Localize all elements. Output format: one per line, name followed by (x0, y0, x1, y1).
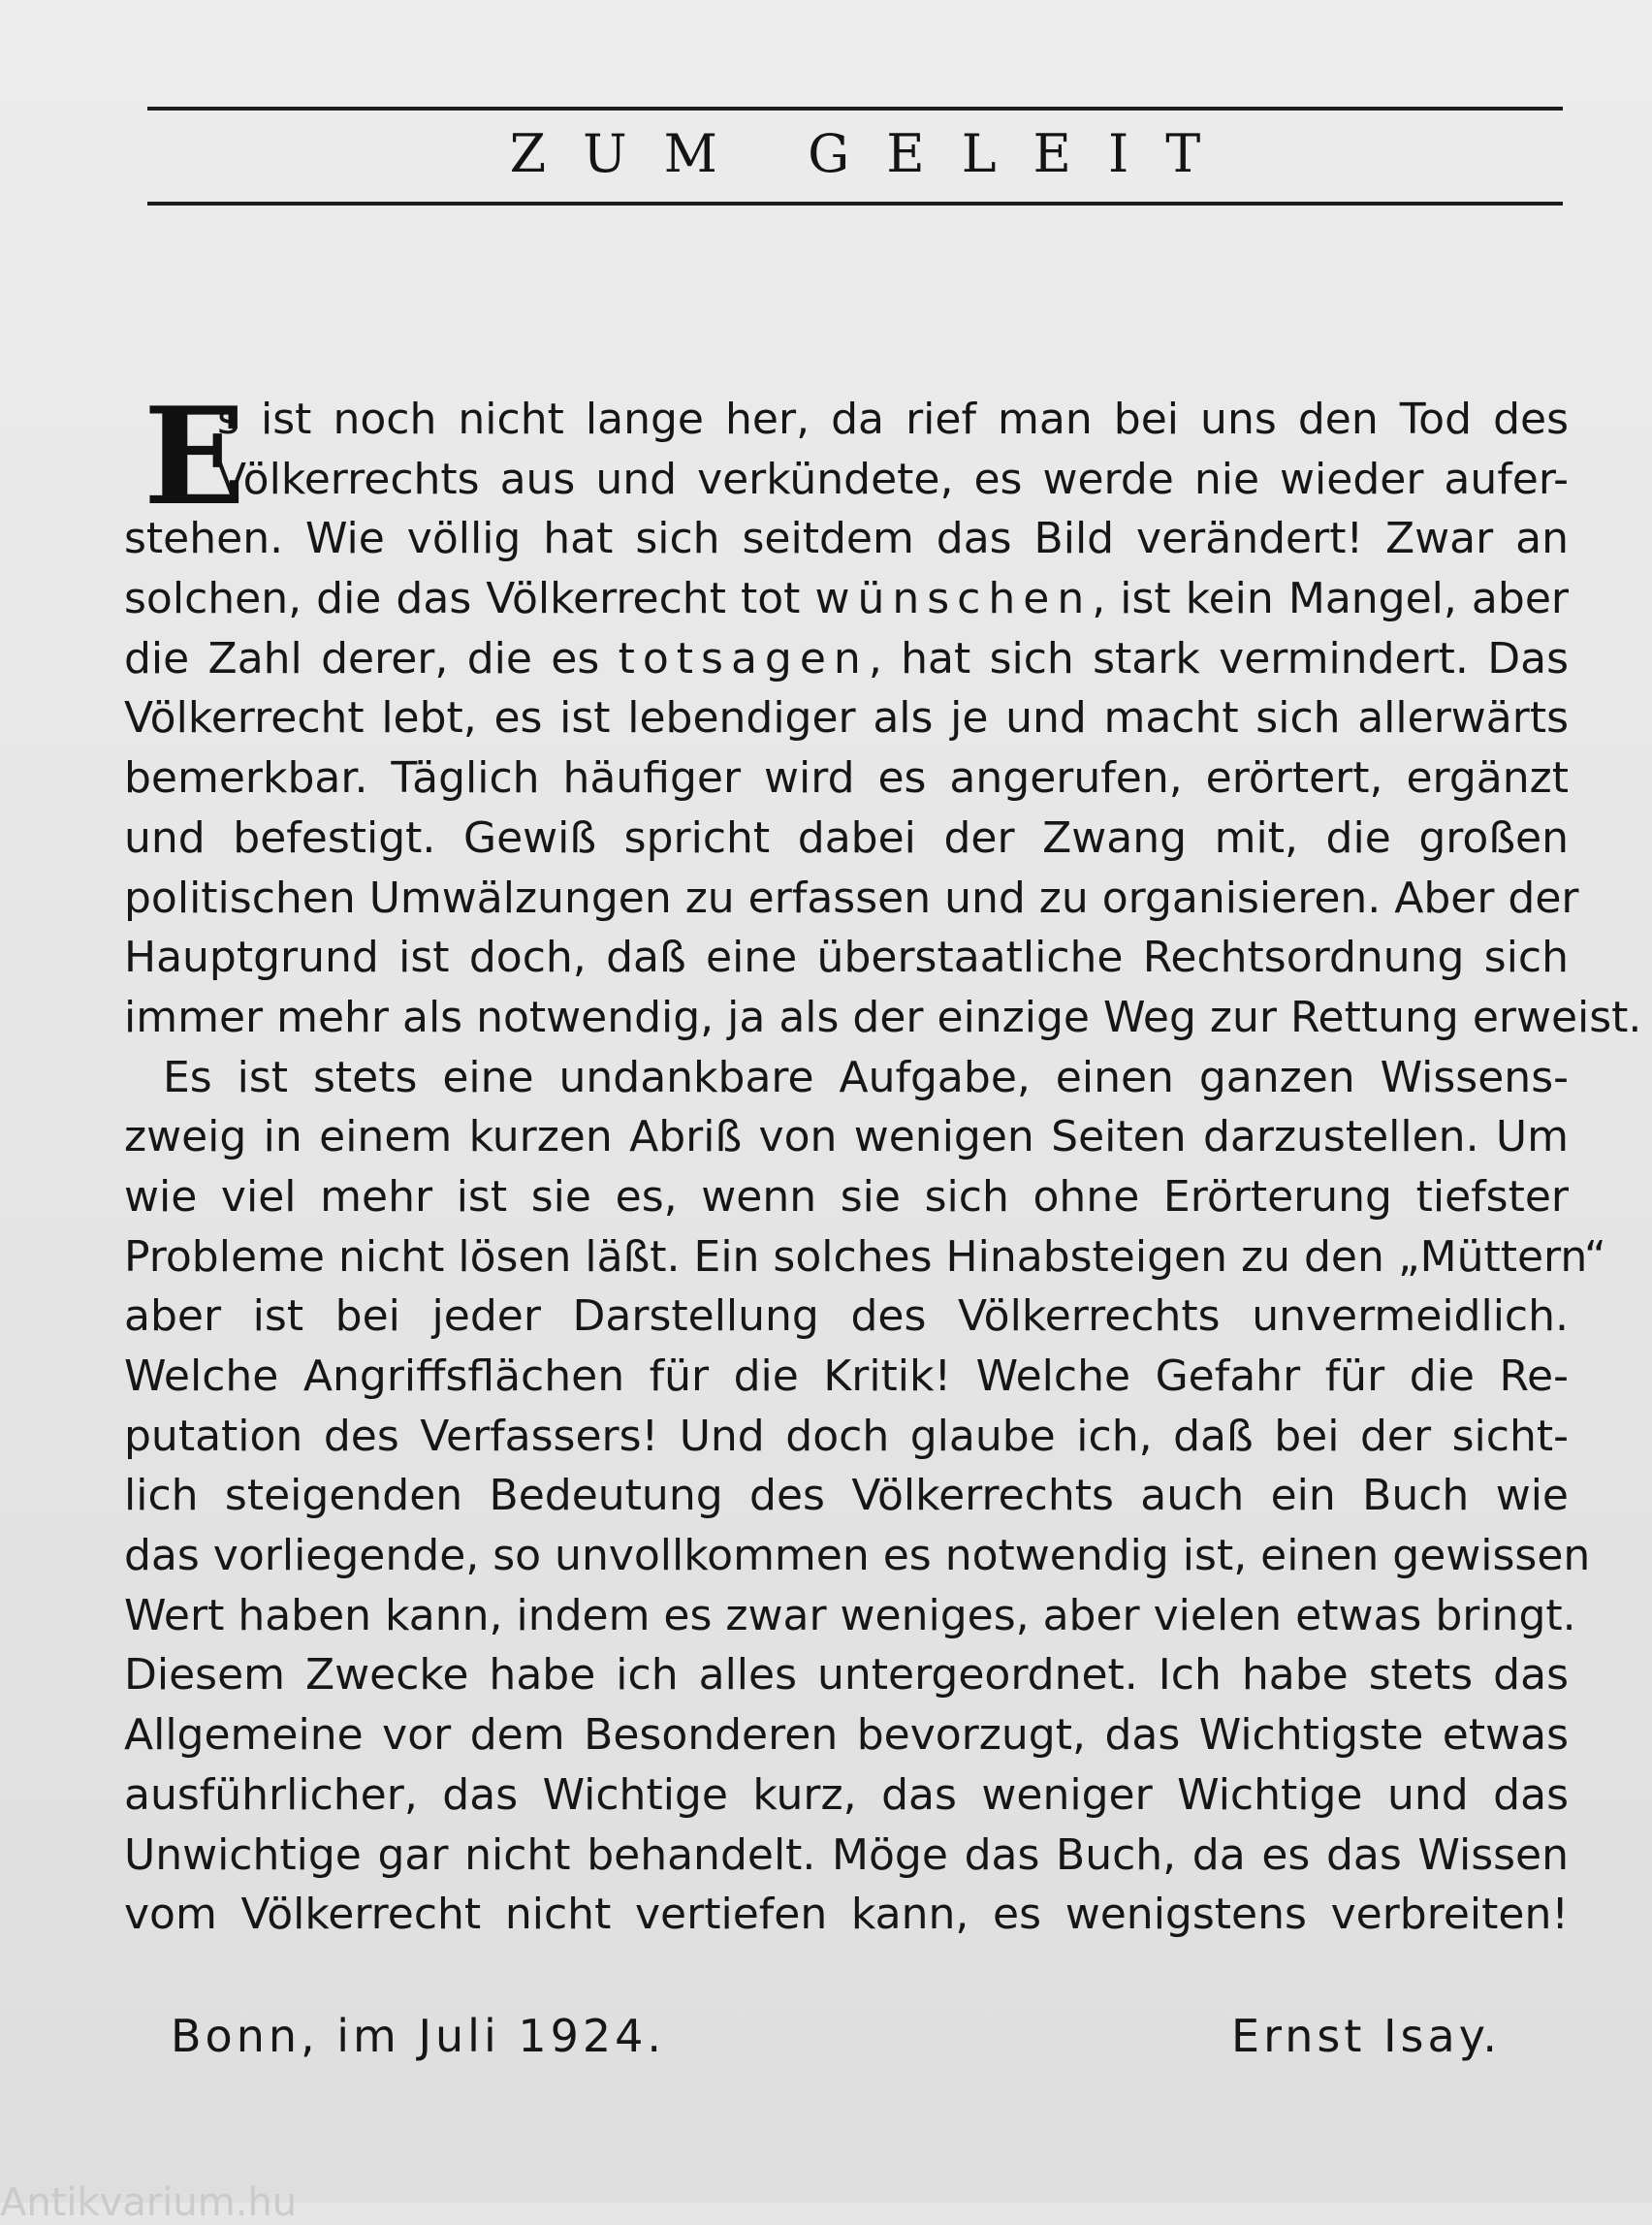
text-segment: , ist kein Mangel, aber (1092, 574, 1569, 624)
text-segment: Völkerrechts aus und verkündete, es werde nie wieder aufer- (217, 454, 1569, 504)
text-segment: Hauptgrund ist doch, daß eine überstaatliche Rechtsordnung sich (124, 933, 1569, 983)
emphasized-word: wünschen (814, 574, 1093, 624)
text-line: Allgemeine vor dem Besonderen bevorzugt, das Wichtigste etwas (124, 1710, 1569, 1761)
drop-cap: E (143, 377, 246, 535)
bottom-rule (147, 202, 1563, 206)
watermark: Antikvarium.hu (0, 2180, 298, 2225)
text-line: Probleme nicht lösen läßt. Ein solches Hinabsteigen zu den „Müttern“ (124, 1231, 1606, 1282)
text-segment: s ist noch nicht lange her, da rief man bei uns den Tod des (217, 395, 1569, 444)
text-line (124, 869, 1579, 929)
text-segment: und befestigt. Gewiß spricht dabei der Zwang mit, die großen (124, 812, 1569, 863)
author-signature: Ernst Isay. (1231, 2010, 1501, 2062)
text-line (124, 688, 1569, 748)
paragraph-1 (124, 377, 1642, 1048)
text-line: Wert haben kann, indem es zwar weniges, aber vielen etwas bringt. (124, 1590, 1576, 1640)
place-date: Bonn, im Juli 1924. (171, 2010, 666, 2062)
text-line: Diesem Zwecke habe ich alles untergeordnet. Ich habe stets das (124, 1650, 1569, 1701)
text-segment: bemerkbar. Täglich häufiger wird es angerufen, erörtert, ergänzt (124, 753, 1569, 804)
text-line: Welche Angriffsflächen für die Kritik! Welche Gefahr für die Re- (124, 1351, 1569, 1401)
text-line (124, 450, 1569, 510)
text-line (124, 809, 1569, 869)
text-line (124, 748, 1569, 809)
text-segment: solchen, die das Völkerrecht tot (124, 574, 815, 624)
text-segment: , hat sich stark vermindert. Das (868, 633, 1569, 683)
text-line (124, 390, 1569, 450)
emphasized-word: totsagen (618, 633, 869, 683)
text-line: putation des Verfassers! Und doch glaube ich, daß bei der sicht- (124, 1411, 1569, 1461)
text-line: Es ist stets eine undankbare Aufgabe, einen ganzen Wissens- (163, 1052, 1569, 1102)
text-line: lich steigenden Bedeutung des Völkerrechts auch ein Buch wie (124, 1471, 1569, 1521)
text-line: aber ist bei jeder Darstellung des Völkerrechts unvermeidlich. (124, 1291, 1569, 1342)
text-segment: immer mehr als notwendig, ja als der einzige Weg zur Rettung erweist. (124, 992, 1642, 1042)
text-line: Unwichtige gar nicht behandelt. Möge das Buch, da es das Wissen (124, 1829, 1569, 1880)
text-line (124, 629, 1569, 689)
text-line (124, 988, 1642, 1048)
text-segment: Völkerrecht lebt, es ist lebendiger als je und macht sich allerwärts (124, 693, 1569, 744)
paragraph-2 (124, 1048, 1606, 1945)
text-line: wie viel mehr ist sie es, wenn sie sich ohne Erörterung tiefster (124, 1171, 1569, 1222)
text-segment: die Zahl derer, die es (124, 633, 619, 683)
top-rule (147, 107, 1563, 111)
chapter-heading: ZUM GELEIT (509, 123, 1238, 184)
text-line: ausführlicher, das Wichtige kurz, das weniger Wichtige und das (124, 1769, 1569, 1820)
text-line: vom Völkerrecht nicht vertiefen kann, es wenigstens verbreiten! (124, 1890, 1569, 1940)
text-line: zweig in einem kurzen Abriß von wenigen Seiten darzustellen. Um (124, 1112, 1569, 1162)
text-line: das vorliegende, so unvollkommen es notwendig ist, einen gewissen (124, 1531, 1591, 1581)
text-line (124, 569, 1569, 629)
text-segment: politischen Umwälzungen zu erfassen und zu organisieren. Aber der (124, 873, 1579, 923)
body-text (124, 377, 1642, 1945)
text-segment: stehen. Wie völlig hat sich seitdem das Bild verändert! Zwar an (124, 514, 1569, 564)
text-line (124, 509, 1569, 569)
text-line (124, 928, 1569, 988)
